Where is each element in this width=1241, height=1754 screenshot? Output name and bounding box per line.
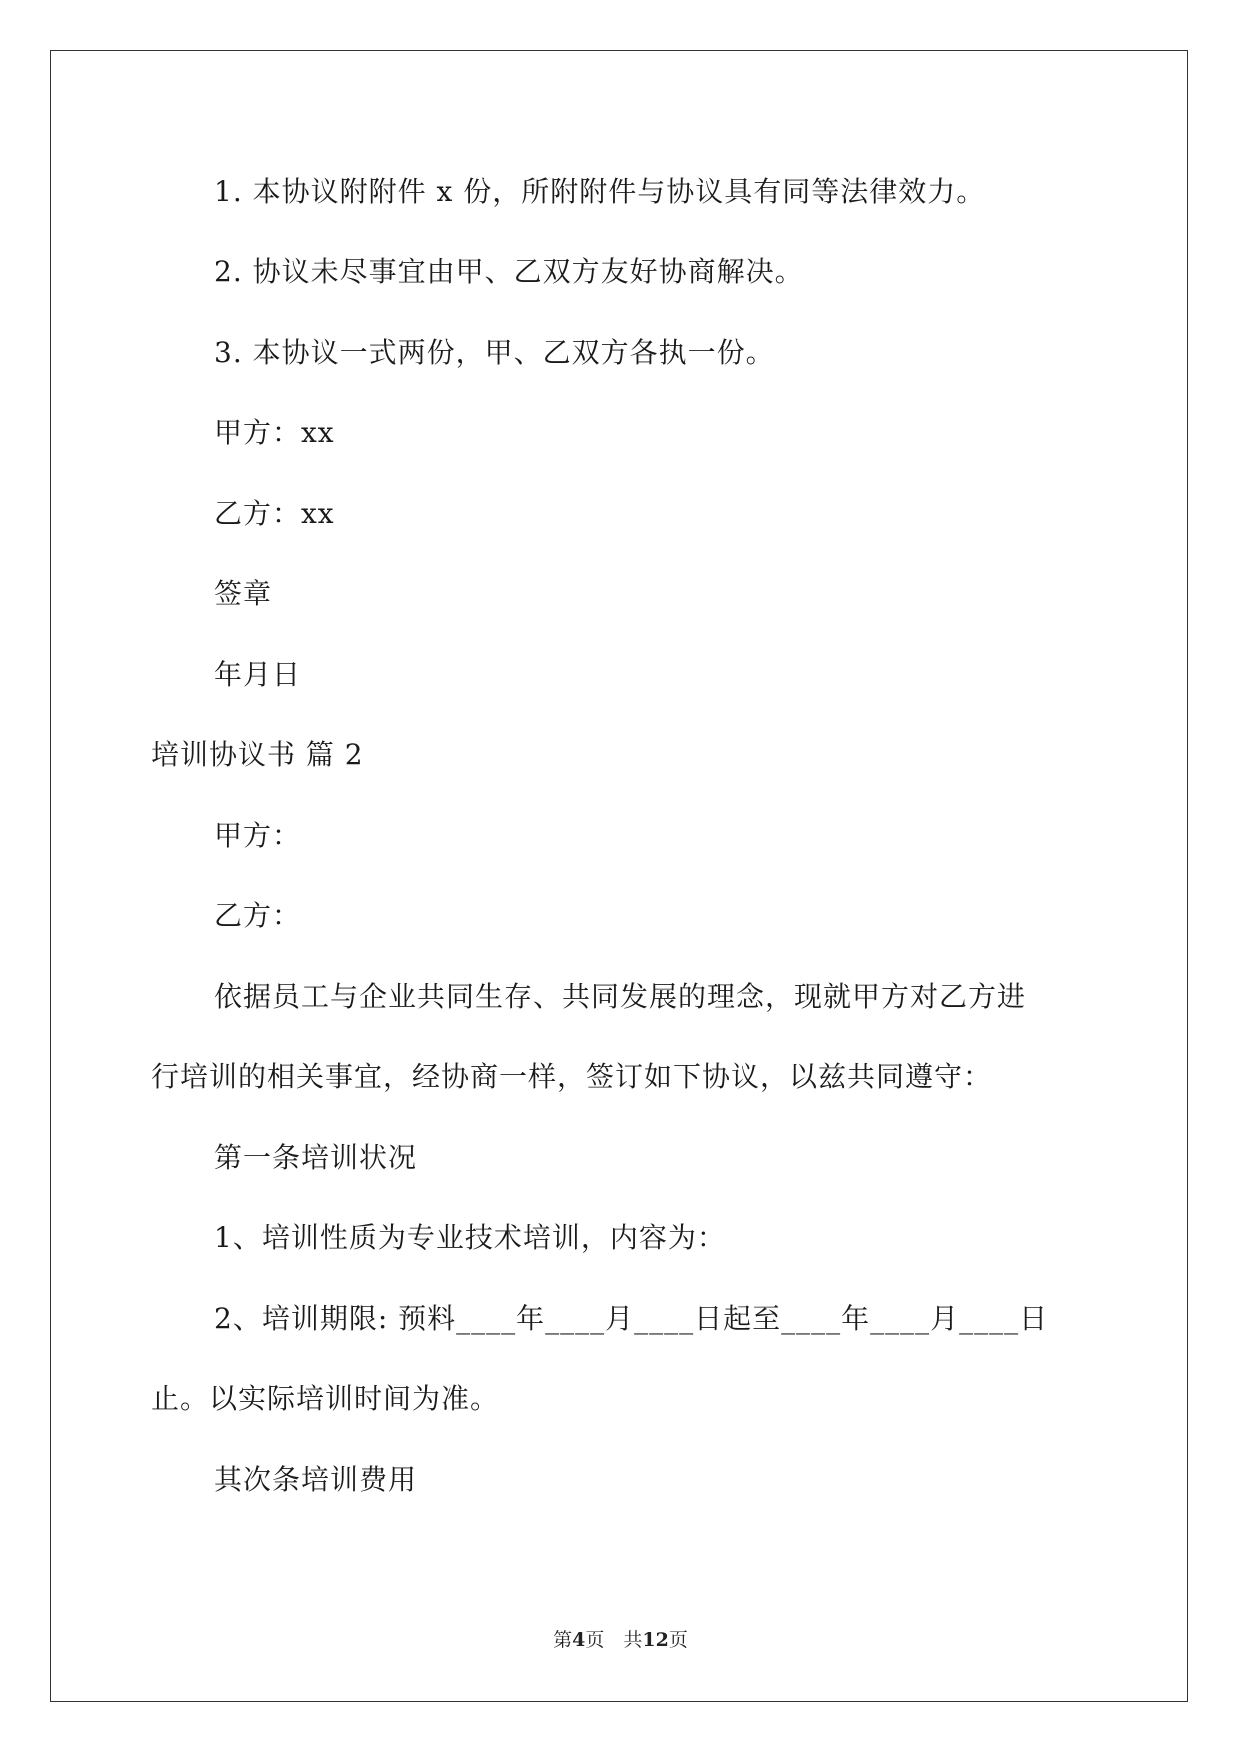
page-total: 12 (642, 1629, 669, 1651)
clause-attachments: 1. 本协议附附件 x 份，所附附件与协议具有同等法律效力。 (214, 175, 986, 208)
clause-copies: 3. 本协议一式两份，甲、乙双方各执一份。 (214, 336, 775, 369)
page-suffix: 页 (668, 1629, 688, 1651)
page-border (50, 50, 1188, 1702)
article-1-item-1: 1、培训性质为专业技术培训，内容为： (214, 1221, 726, 1254)
party-b-signature-line: 乙方：xx (214, 497, 335, 530)
section-heading: 培训协议书 篇 2 (151, 738, 364, 771)
article-1-item-2-line-1: 2、培训期限: 预料____年____月____日起至____年____月____日 (214, 1302, 1049, 1335)
date-label: 年月日 (214, 658, 302, 691)
seal-label: 签章 (214, 577, 273, 610)
clause-unresolved-matters: 2. 协议未尽事宜由甲、乙双方友好协商解决。 (214, 255, 804, 288)
article-2-heading: 其次条培训费用 (214, 1463, 418, 1496)
party-b-label: 乙方： (214, 899, 302, 932)
page-footer (0, 1628, 1241, 1652)
preamble-line-1: 依据员工与企业共同生存、共同发展的理念，现就甲方对乙方进 (214, 980, 1027, 1013)
preamble-line-2: 行培训的相关事宜，经协商一样，签订如下协议，以兹共同遵守： (151, 1060, 993, 1093)
article-1-heading: 第一条培训状况 (214, 1141, 418, 1174)
page-prefix: 第 (553, 1629, 573, 1651)
page-number: 4 (572, 1629, 586, 1651)
article-1-item-2-line-2: 止。以实际培训时间为准。 (151, 1382, 500, 1415)
page-mid: 页 共 (585, 1629, 643, 1651)
party-a-signature-line: 甲方：xx (214, 416, 335, 449)
party-a-label: 甲方： (214, 819, 302, 852)
